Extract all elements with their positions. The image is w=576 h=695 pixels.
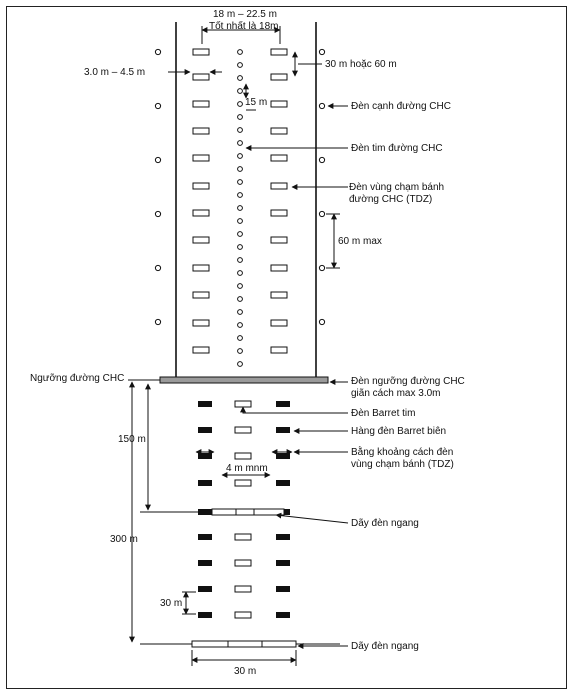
tdz-light xyxy=(193,183,209,189)
label-crossbar-2: Dãy đèn ngang xyxy=(351,641,419,652)
crossbar-1 xyxy=(212,509,284,515)
side-barrette xyxy=(276,586,290,592)
label-side-barrette: Hàng đèn Barret biên xyxy=(351,426,447,437)
threshold-light-bar xyxy=(160,377,328,383)
centerline-light xyxy=(238,141,243,146)
tdz-light xyxy=(271,347,287,353)
center-barrette xyxy=(235,534,251,540)
side-barrette xyxy=(276,612,290,618)
edge-light xyxy=(155,49,160,54)
tdz-light xyxy=(271,74,287,80)
label-min-gap: 4 m mnm xyxy=(226,463,268,474)
edge-light xyxy=(155,157,160,162)
tdz-light xyxy=(193,320,209,326)
label-crossbar-1: Dãy đèn ngang xyxy=(351,518,419,529)
crossbar-2 xyxy=(192,641,296,647)
label-long-spacing: 30 m hoặc 60 m xyxy=(325,59,397,70)
edge-light xyxy=(155,265,160,270)
side-barrette xyxy=(198,453,212,459)
label-edge-light: Đèn cạnh đường CHC xyxy=(351,101,451,112)
centerline-light xyxy=(238,219,243,224)
centerline-light xyxy=(238,154,243,159)
tdz-light xyxy=(271,128,287,134)
label-tdz-light-2: đường CHC (TDZ) xyxy=(349,194,433,205)
tdz-light xyxy=(193,155,209,161)
centerline-light xyxy=(238,63,243,68)
tdz-light xyxy=(193,101,209,107)
side-barrette xyxy=(198,534,212,540)
label-equal-gap-1: Bằng khoảng cách đèn xyxy=(351,447,454,458)
label-300m: 300 m xyxy=(110,534,138,545)
edge-light xyxy=(155,319,160,324)
center-barrette xyxy=(235,480,251,486)
side-barrette xyxy=(198,586,212,592)
tdz-light xyxy=(193,347,209,353)
centerline-light xyxy=(238,89,243,94)
tdz-light xyxy=(271,183,287,189)
centerline-light xyxy=(238,349,243,354)
label-center-barrette: Đèn Barret tim xyxy=(351,408,416,419)
centerline-light xyxy=(238,310,243,315)
side-barrette xyxy=(276,480,290,486)
center-barrette xyxy=(235,453,251,459)
label-centerline-light: Đèn tim đường CHC xyxy=(351,143,443,154)
side-barrette xyxy=(198,612,212,618)
center-barrette xyxy=(235,560,251,566)
centerline-light xyxy=(238,193,243,198)
centerline-light xyxy=(238,297,243,302)
edge-light xyxy=(319,157,324,162)
arrow-center-barrette xyxy=(243,407,348,413)
side-barrette xyxy=(276,560,290,566)
label-150m: 150 m xyxy=(118,434,146,445)
edge-light xyxy=(319,211,324,216)
tdz-light xyxy=(271,292,287,298)
side-barrette xyxy=(276,401,290,407)
tdz-light xyxy=(193,74,209,80)
tdz-light xyxy=(271,49,287,55)
label-width-best: Tốt nhất là 18m xyxy=(209,21,279,32)
edge-light xyxy=(155,103,160,108)
label-center-spacing: 15 m xyxy=(245,97,268,108)
label-30m-horizontal: 30 m xyxy=(234,666,257,677)
centerline-light xyxy=(238,180,243,185)
label-width-range: 18 m – 22.5 m xyxy=(213,9,277,20)
centerline-light xyxy=(238,271,243,276)
center-barrette xyxy=(235,401,251,407)
label-30m-vertical: 30 m xyxy=(160,598,183,609)
centerline-light xyxy=(238,128,243,133)
centerline-light xyxy=(238,102,243,107)
centerline-light xyxy=(238,76,243,81)
centerline-light xyxy=(238,362,243,367)
centerline-light xyxy=(238,206,243,211)
centerline-light xyxy=(238,245,243,250)
tdz-light xyxy=(271,101,287,107)
side-barrette xyxy=(276,453,290,459)
tdz-light xyxy=(271,210,287,216)
label-edge-max: 60 m max xyxy=(338,236,382,247)
side-barrette xyxy=(276,427,290,433)
tdz-light xyxy=(271,237,287,243)
center-barrette xyxy=(235,612,251,618)
tdz-light xyxy=(271,155,287,161)
label-tdz-light-1: Đèn vùng chạm bánh xyxy=(349,182,445,193)
tdz-light xyxy=(193,237,209,243)
edge-light xyxy=(319,265,324,270)
tdz-lights xyxy=(193,49,287,353)
edge-light xyxy=(319,49,324,54)
edge-light xyxy=(319,103,324,108)
side-barrette xyxy=(198,427,212,433)
tdz-light xyxy=(193,265,209,271)
label-threshold-lights-2: giãn cách max 3.0m xyxy=(351,388,441,399)
side-barrette xyxy=(198,480,212,486)
tdz-light xyxy=(271,265,287,271)
edge-light xyxy=(155,211,160,216)
centerline-light xyxy=(238,115,243,120)
centerline-light xyxy=(238,50,243,55)
centerline-light xyxy=(238,336,243,341)
side-barrette xyxy=(198,401,212,407)
side-barrette xyxy=(198,560,212,566)
tdz-light xyxy=(193,210,209,216)
label-threshold: Ngưỡng đường CHC xyxy=(30,373,125,384)
centerline-light xyxy=(238,167,243,172)
label-offset-range: 3.0 m – 4.5 m xyxy=(84,67,146,78)
side-barrette xyxy=(276,534,290,540)
edge-light xyxy=(319,319,324,324)
tdz-light xyxy=(193,128,209,134)
tdz-light xyxy=(193,292,209,298)
arrow-crossbar-1 xyxy=(276,515,348,523)
centerline-light xyxy=(238,232,243,237)
centerline-light xyxy=(238,323,243,328)
label-threshold-lights-1: Đèn ngưỡng đường CHC xyxy=(351,376,465,387)
center-barrette xyxy=(235,427,251,433)
centerline-light xyxy=(238,258,243,263)
label-equal-gap-2: vùng chạm bánh (TDZ) xyxy=(351,459,454,470)
tdz-light xyxy=(193,49,209,55)
center-barrette xyxy=(235,586,251,592)
centerline-lights xyxy=(238,50,243,367)
tdz-light xyxy=(271,320,287,326)
centerline-light xyxy=(238,284,243,289)
